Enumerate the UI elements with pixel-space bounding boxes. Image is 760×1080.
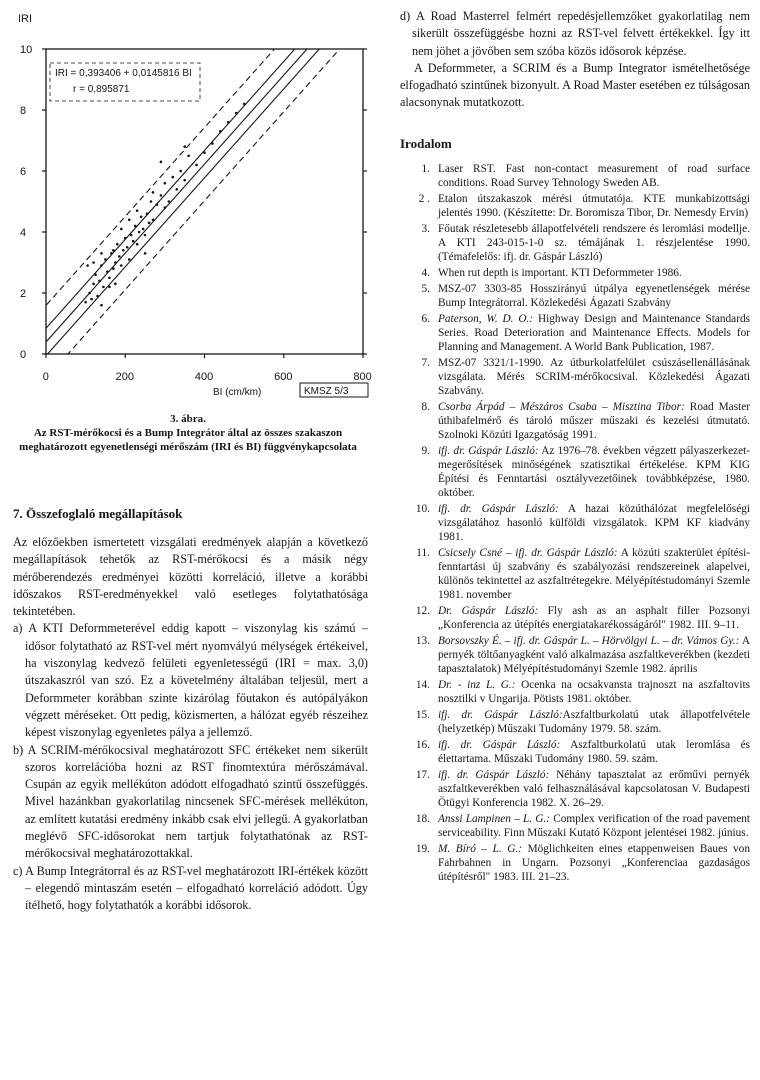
reference-item: [400, 546, 750, 602]
reference-text: ifj. dr. Gáspár László:Aszfaltburkolatú utak állapotfelvétele (helyzetkép) Műszaki Tudomány 1979. 58. szám.: [438, 708, 751, 735]
inner-band-upper: [8, 0, 378, 410]
reference-text: Laser RST. Fast non-contact measurement of road surface conditions. Road Survey Tehnology Sweden AB.: [438, 162, 750, 189]
reference-author: Csicsely Csné – ifj. dr. Gáspár László:: [438, 546, 618, 559]
reference-item: [400, 812, 750, 840]
reference-number: 5.: [421, 282, 430, 295]
regression-equation: IRI = 0,393406 + 0,0145816 BI: [55, 68, 192, 79]
data-point: [114, 283, 117, 286]
reference-item: [400, 192, 750, 220]
reference-text: Főutak részletesebb állapotfelvételi rendszere és leromlási modellje. A KTI 243-015-1-0 sz. témájának 1. részjelentése 1990. (Témafelelős: ifj. dr. Gáspár László): [438, 222, 750, 263]
data-point: [98, 280, 101, 283]
y-tick-label: 2: [20, 288, 27, 300]
section-body: [13, 534, 368, 915]
reference-item: [400, 502, 750, 544]
data-point: [136, 209, 139, 212]
reference-author: Dr. - inz L. G.:: [438, 678, 516, 691]
reference-author: ifj. dr. Gáspár László:: [438, 708, 563, 721]
reference-item: [400, 222, 750, 264]
data-point: [92, 261, 95, 264]
data-point: [235, 112, 238, 115]
data-point: [88, 292, 91, 295]
reference-author: ifj. dr. Gáspár László:: [438, 738, 561, 751]
regression-line: [8, 0, 378, 410]
data-point: [164, 206, 167, 209]
reference-item: [400, 842, 750, 884]
chart-svg: [8, 0, 378, 410]
finding-d: d) A Road Masterrel felmért repedésjellemzőket gyakorlatilag nem sikerült összefüggésbe hozni az RST-vel felvett értékekkel. Így itt nem jöhet a jövőben sem szóba közös idősorok képzése.: [400, 9, 750, 58]
reference-number: 17.: [415, 768, 430, 781]
reference-item: [400, 708, 750, 736]
reference-author: ifj. dr. Gáspár László:: [438, 768, 550, 781]
reference-author: Csorba Árpád – Mészáros Csaba – Misztina Tibor:: [438, 400, 685, 413]
data-point: [84, 301, 87, 304]
reference-number: 1.: [421, 162, 430, 175]
x-tick-label: 200: [115, 371, 135, 383]
reference-author: Anssi Lampinen – L. G.:: [438, 812, 551, 825]
data-point: [94, 273, 97, 276]
data-point: [86, 264, 89, 267]
data-point: [211, 142, 214, 145]
data-point: [144, 252, 147, 255]
data-point: [195, 164, 198, 167]
data-point: [152, 191, 155, 194]
data-point: [102, 286, 105, 289]
reference-number: 15.: [415, 708, 430, 721]
reference-text: Csorba Árpád – Mészáros Csaba – Misztina Tibor: Road Master úthibafelmérő és tároló műszer műszaki és kezelési útmutató. Szolnoki Közúti Igazgatóság 1991.: [438, 400, 751, 441]
figure-caption: [8, 412, 368, 454]
reference-number: 11.: [416, 546, 430, 559]
y-tick-label: 0: [20, 349, 27, 361]
stamp-box: [300, 383, 368, 397]
data-point: [108, 276, 111, 279]
reference-item: [400, 356, 750, 398]
data-point: [122, 249, 125, 252]
x-tick-label: 0: [42, 371, 49, 383]
reference-text: MSZ-07 3303-85 Hosszirányú útpálya egyenetlenségek mérése Bump Integrátorral. Közlekedési Ágazati Szabvány: [438, 282, 750, 309]
data-point: [142, 228, 145, 231]
y-axis-label: IRI: [18, 13, 33, 25]
data-point: [96, 295, 99, 298]
data-point: [140, 215, 143, 218]
reference-item: [400, 266, 750, 280]
references-title: Irodalom: [400, 135, 452, 151]
data-point: [227, 121, 230, 124]
data-point: [175, 188, 178, 191]
reference-number: 4.: [421, 266, 430, 279]
data-point: [110, 252, 113, 255]
reference-text: MSZ-07 3321/1-1990. Az útburkolatfelület csúszásellenállásának vizsgálata. Mérés SCRIM-mérőkocsival. Közlekedési Ágazati Szabvány.: [438, 356, 750, 397]
data-point: [118, 255, 121, 258]
x-axis-label: BI (cm/km): [213, 387, 262, 398]
reference-number: 3.: [421, 222, 430, 235]
reference-number: 16.: [415, 738, 430, 751]
reference-author: ifj. dr. Gáspár László:: [438, 502, 559, 515]
data-point: [128, 219, 131, 222]
data-point: [132, 240, 135, 243]
reference-number: 8.: [421, 400, 430, 413]
data-point: [160, 161, 163, 164]
figure-number: 3. ábra.: [170, 413, 206, 425]
reference-author: M. Bíró – L. G.:: [438, 842, 523, 855]
reference-text: ifj. dr. Gáspár László: Néhány tapasztalat az erőművi pernyék aszfaltkeverékben való felhasználásával kapcsolatosan V. Budapesti Ötügyi Konferencia 1982. X. 26–29.: [438, 768, 751, 809]
data-point: [104, 258, 107, 261]
data-point: [183, 145, 186, 148]
reference-text: Dr. - inz L. G.: Ocenka na ocsakvansta trajnoszt na aszfaltovits nosztilki v Ungarija. Pötists 1981. október.: [438, 678, 750, 705]
continued-findings: [400, 8, 750, 112]
reference-item: [400, 678, 750, 706]
data-point: [187, 154, 190, 157]
data-point: [136, 243, 139, 246]
data-point: [148, 222, 151, 225]
left-column: [8, 0, 372, 1080]
data-point: [183, 179, 186, 182]
finding-c: c) A Bump Integrátorral és az RST-vel meghatározott IRI-értékek között – elegendő mintaszám esetén – elfogadható korreláció adódott. Úgy ítélhető, hogy folytathatók a korábbi idősorok.: [13, 863, 368, 913]
reference-number: 10.: [415, 502, 430, 515]
data-point: [138, 231, 141, 234]
reference-item: [400, 400, 750, 442]
data-point: [179, 170, 182, 173]
data-point: [100, 304, 103, 307]
data-point: [203, 151, 206, 154]
reference-text: M. Bíró – L. G.: Möglichkeiten eines etappenweisen Baues von Fahrbahnen in Ungarn. Pozsonyi „Konferenciaa gazdaságos útépítésről" 1983. III. 21–23.: [438, 842, 750, 883]
section-title: 7. Összefoglaló megállapítások: [13, 506, 183, 521]
data-point: [106, 270, 109, 273]
data-point: [120, 264, 123, 267]
data-point: [120, 228, 123, 231]
regression-legend: [50, 63, 200, 101]
reference-author: Dr. Gáspár László:: [438, 604, 539, 617]
reference-text: Borsovszky É. – ifj. dr. Gáspár L. – Hörvölgyi L. – dr. Vámos Gy.: A pernyék töltőanyagként való alkalmazása aszfaltkeverékben (kezdeti tapasztalatok) Mélyépítéstudományi Szemle 1982. április: [438, 634, 750, 675]
reference-author: ifj. dr. Gáspár László:: [438, 444, 539, 457]
x-tick-label: 400: [194, 371, 214, 383]
closing-paragraph: A Deformmeter, a SCRIM és a Bump Integrator ismételhetősége elfogadható szintűnek bizonyult. A Road Master esetében ez túlságosan alacsonynak mutatkozott.: [400, 60, 750, 110]
data-point: [160, 194, 163, 197]
data-point: [124, 237, 127, 240]
reference-text: ifj. dr. Gáspár László: A hazai közúthálózat megfelelőségi vizsgálatához hasonló külföldi vizsgálatok. KPM KF kiadvány 1981.: [438, 502, 751, 543]
inner-band-lower: [8, 0, 378, 410]
data-point: [134, 225, 137, 228]
reference-item: [400, 738, 750, 766]
data-point: [116, 243, 119, 246]
figure-caption-text: Az RST-mérőkocsi és a Bump Integrátor által az összes szakaszon meghatározott egyenetlenségi mérőszám (IRI és BI) függvénykapcsolata: [19, 427, 357, 453]
data-point: [156, 203, 159, 206]
reference-number: 19.: [415, 842, 430, 855]
correlation-coefficient: r = 0,895871: [73, 84, 130, 95]
y-tick-label: 4: [20, 227, 27, 239]
reference-text: Dr. Gáspár László: Fly ash as an asphalt filler Pozsonyi „Konferencia az útépítés energiatakarékosságáról" 1982. III. 9–11.: [438, 604, 750, 631]
reference-number: 7.: [421, 356, 430, 369]
right-column: [400, 0, 750, 1080]
x-tick-label: 800: [353, 371, 372, 383]
reference-item: [400, 634, 750, 676]
reference-list: [400, 162, 750, 884]
data-point: [92, 283, 95, 286]
reference-text: Etalon útszakaszok mérési útmutatója. KTE munkabizottsági jelentés 1990. (Készítette: Dr. Boromisza Tibor, Dr. Nemesdy Ervin): [438, 192, 750, 219]
reference-author: Paterson, W. D. O.:: [438, 312, 534, 325]
y-tick-label: 10: [20, 44, 33, 56]
scatter-chart: [8, 0, 378, 410]
reference-text: ifj. dr. Gáspár László: Aszfaltburkolatú utak leromlása és élettartama. Műszaki Tudomány 1980. 59. szám.: [438, 738, 751, 765]
data-point: [108, 286, 111, 289]
reference-item: [400, 768, 750, 810]
data-point: [146, 212, 149, 215]
section-intro: Az előzőekben ismertetett vizsgálati eredmények alapján a következő megállapítások tehetők az RST-mérőkocsi és a másik négy mérőberendezés eredményei közötti korreláció, illetve a korábbi időszakos RST-eredményekkel való esetleges folytathatósága tekintetében.: [13, 535, 368, 619]
regression-lines: [8, 0, 378, 410]
data-point: [128, 258, 131, 261]
reference-text: Paterson, W. D. O.: Highway Design and Maintenance Standards Series. Road Deterioration and Maintenance Effects. Models for Planning and Management. A World Bank Publication, 1987.: [438, 312, 750, 353]
reference-text: When rut depth is important. KTI Deformmeter 1986.: [438, 266, 682, 279]
data-point: [150, 200, 153, 203]
finding-a: a) A KTI Deformmeterével eddig kapott – viszonylag kis számú – idősor folytatható az RST-vel mért nyomvályú mélységek értékeivel, ha viszonylag kedvező felületi egyenletességű (IRI = max. 3,0) útszakaszról van szó. Ez a követelmény általában teljesül, mert a Deformmeter korábban szinte kizárólag főutakon és autópályákon végzett méréseket. Ott pedig, közismerten, a hálózat egyéb részeihez képest viszonylag egyenletes pálya a jellemző.: [13, 621, 368, 740]
data-point: [219, 130, 222, 133]
data-point: [114, 261, 117, 264]
data-point: [100, 252, 103, 255]
y-tick-label: 8: [20, 105, 27, 117]
data-point: [144, 234, 147, 237]
y-tick-label: 6: [20, 166, 27, 178]
reference-item: [400, 282, 750, 310]
reference-number: 2 .: [418, 192, 430, 205]
stamp-text: KMSZ 5/3: [304, 386, 349, 397]
reference-item: [400, 604, 750, 632]
reference-text: Anssi Lampinen – L. G.: Complex verification of the road pavement serviceability. Finn Műszaki Kutató Központ jelentései 1982. június.: [438, 812, 750, 839]
reference-text: Csicsely Csné – ifj. dr. Gáspár László: A közúti szakterület építési-fenntartási új szabvány és szabályozási rendszereinek alapelvei, különös tekintettel az aszfaltrétegekre. Mélyépítéstudományi Szemle 1981. november: [438, 546, 750, 601]
data-point: [126, 246, 129, 249]
data-point: [152, 219, 155, 222]
data-point: [168, 200, 171, 203]
reference-number: 13.: [415, 634, 430, 647]
reference-number: 18.: [415, 812, 430, 825]
data-point: [130, 234, 133, 237]
reference-number: 12.: [415, 604, 430, 617]
data-point: [243, 103, 246, 106]
reference-item: [400, 444, 750, 500]
reference-number: 9.: [421, 444, 430, 457]
data-point: [100, 264, 103, 267]
data-point: [90, 298, 93, 301]
reference-author: Borsovszky É. – ifj. dr. Gáspár L. – Hörvölgyi L. – dr. Vámos Gy.:: [438, 634, 740, 647]
x-tick-label: 600: [274, 371, 293, 383]
reference-item: [400, 162, 750, 190]
reference-text: ifj. dr. Gáspár László: Az 1976–78. években végzett pályaszerkezet-megerősítések minőségének szatisztikai értékelése. KPM KIG Építési és Fenntartási osztályvezetőinek továbbképzése, 1980. október.: [438, 444, 751, 499]
outer-band-upper: [8, 0, 378, 394]
data-point: [112, 267, 115, 270]
reference-item: [400, 312, 750, 354]
data-point: [112, 249, 115, 252]
data-point: [164, 182, 167, 185]
outer-band-lower: [8, 0, 378, 410]
reference-number: 14.: [415, 678, 430, 691]
finding-b: b) A SCRIM-mérőkocsival meghatározott SFC értékeket nem sikerült szoros korrelációba hozni az RST finomtextúra mérőszámával. Csupán az egyik mellékúton adódott elfogadható szintű összefüggés. Mivel hazánkban gyakorlatilag nincsenek SFC-mérések mellékúton, az említett kutatási eredmény inkább csak elvi jellegű. A gyakorlatban meglévő SFC-idősorokat nem tartjuk folytathatónak az RST-mérőkocsival meghatározottakkal.: [13, 742, 368, 861]
data-point: [172, 176, 175, 179]
reference-number: 6.: [421, 312, 430, 325]
